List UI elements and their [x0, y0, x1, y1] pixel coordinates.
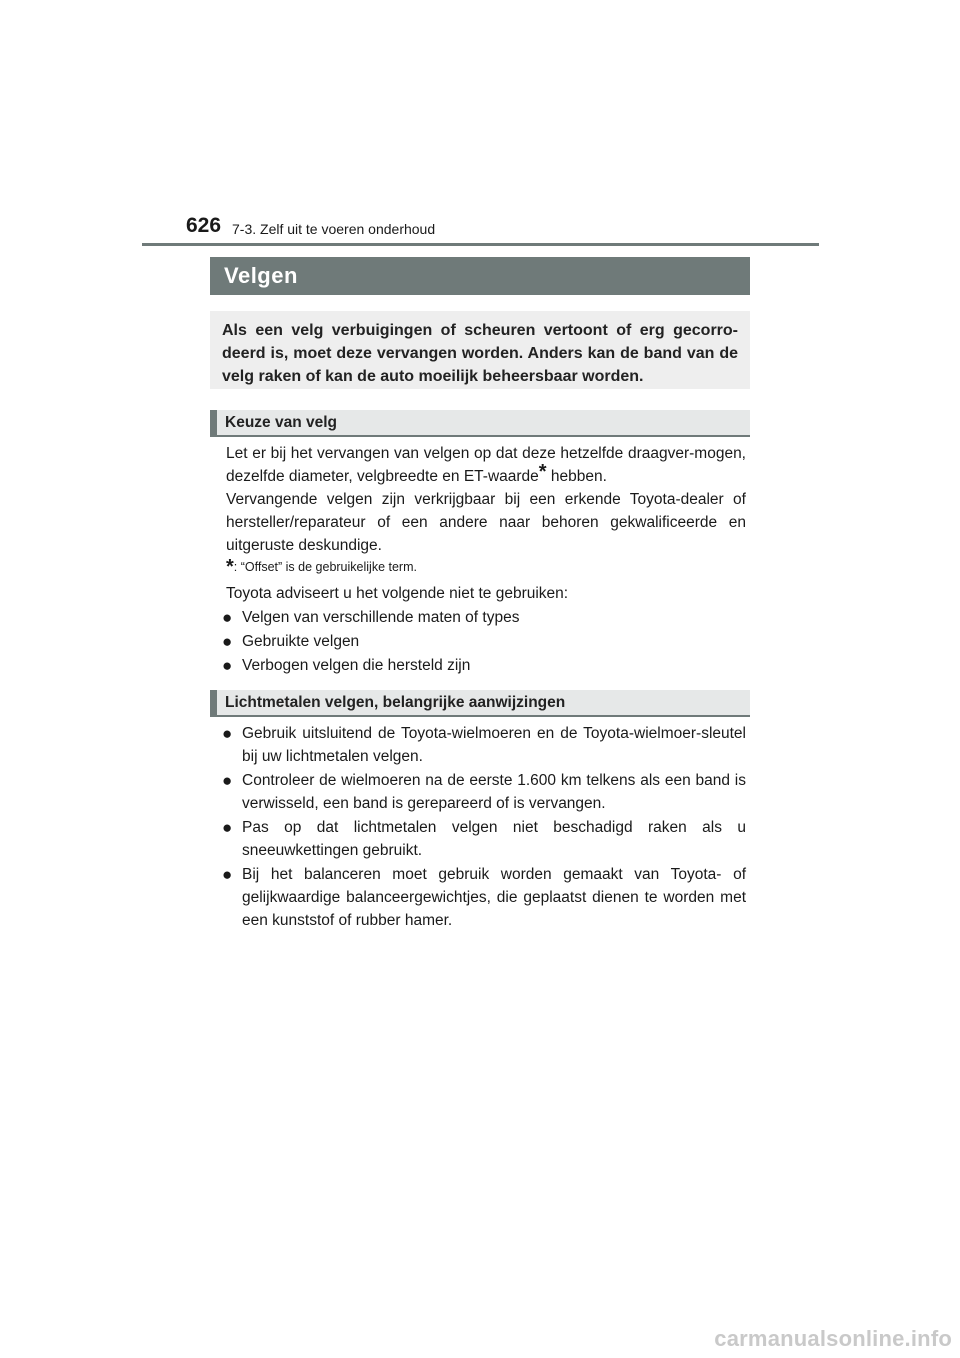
paragraph-specs-text: Let er bij het vervangen van velgen op dat deze hetzelfde draagver-mogen, dezelfde diameter, velgbreedte en ET-waarde [226, 445, 746, 485]
watermark: carmanualsonline.info [714, 1326, 952, 1351]
paragraph-specs [226, 442, 746, 488]
subheading-alloy-wheels [210, 690, 750, 717]
subheading-label: Keuze van velg [225, 413, 337, 431]
section-label: 7-3. Zelf uit te voeren onderhoud [232, 221, 436, 237]
bullet-icon: ● [222, 724, 233, 743]
title-bar [210, 257, 750, 295]
list-item [222, 630, 746, 653]
bullet-icon: ● [222, 818, 233, 837]
bullet-icon: ● [222, 865, 233, 884]
list-item [222, 863, 746, 932]
intro-box [210, 311, 750, 389]
bullet-icon: ● [222, 656, 233, 675]
list-item-text: Velgen van verschillende maten of types [242, 609, 520, 626]
paragraph-specs-end: hebben. [546, 468, 607, 485]
list-item-text: Gebruikte velgen [242, 633, 360, 650]
list-item [222, 816, 746, 862]
list-item-text: Pas op dat lichtmetalen velgen niet beschadigd raken als u sneeuwkettingen gebruikt. [242, 819, 746, 859]
paragraph-dealer: Vervangende velgen zijn verkrijgbaar bij een erkende Toyota-dealer of hersteller/reparateur of een andere naar behoren gekwalificeerde en uitgeruste deskundige. [226, 491, 746, 554]
subheading-wheel-choice [210, 410, 750, 437]
list-item [222, 769, 746, 815]
list-item-text: Verbogen velgen die hersteld zijn [242, 657, 471, 674]
intro-text: Als een velg verbuigingen of scheuren vertoont of erg gecorro-deerd is, moet deze vervangen worden. Anders kan de band van de velg raken of kan de auto moeilijk beheersbaar worden. [222, 322, 738, 385]
header-rule [142, 243, 819, 246]
advice-lead: Toyota adviseert u het volgende niet te gebruiken: [226, 585, 569, 602]
bullet-icon: ● [222, 632, 233, 651]
list-item [222, 722, 746, 768]
footnote-text: : “Offset” is de gebruikelijke term. [233, 560, 417, 574]
footnote [226, 556, 417, 579]
bullet-icon: ● [222, 608, 233, 627]
list-item [222, 654, 746, 677]
wheel-choice-text [226, 442, 746, 557]
footnote-asterisk: * [226, 556, 234, 578]
page-title: Velgen [224, 263, 298, 288]
list-item [222, 606, 746, 629]
subheading-label: Lichtmetalen velgen, belangrijke aanwijzingen [225, 693, 566, 711]
page-number: 626 [186, 214, 222, 237]
bullet-icon: ● [222, 771, 233, 790]
list-item-text: Controleer de wielmoeren na de eerste 1.600 km telkens als een band is verwisseld, een band is gerepareerd of is vervangen. [242, 772, 746, 812]
list-item-text: Gebruik uitsluitend de Toyota-wielmoeren en de Toyota-wielmoer-sleutel bij uw lichtmetalen velgen. [242, 725, 746, 765]
not-recommended-list [222, 606, 746, 678]
list-item-text: Bij het balanceren moet gebruik worden gemaakt van Toyota- of gelijkwaardige balanceergewichtjes, die geplaatst dienen te worden met een kunststof of rubber hamer. [242, 866, 746, 929]
alloy-wheel-tips-list [222, 722, 746, 933]
asterisk-mark: * [538, 461, 547, 483]
